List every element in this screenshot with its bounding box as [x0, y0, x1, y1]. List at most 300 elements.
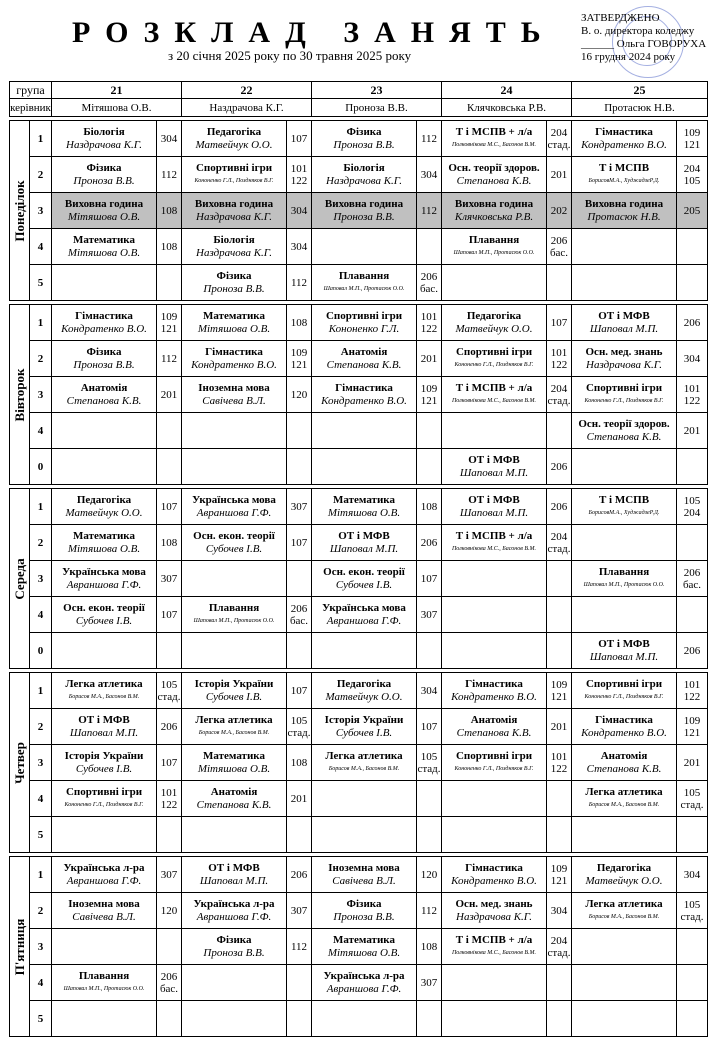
approval-line: 16 грудня 2024 року: [581, 51, 676, 63]
pair-row: [10, 817, 708, 853]
teacher-name: Мітяшова О.В.: [197, 322, 271, 335]
teacher-name: Наздрачова К.Г.: [326, 174, 402, 187]
subject-name: Виховна година: [194, 197, 274, 210]
subject-name: Т і МСПВ: [598, 493, 650, 506]
teacher-name: Авраншова Г.Ф.: [66, 578, 142, 591]
subject-name: Українська мова: [62, 565, 146, 578]
room-number: 101 122: [417, 305, 442, 341]
subject-name: Математика: [73, 233, 135, 246]
room-number: 107: [287, 673, 312, 709]
lesson-cell: [442, 857, 547, 893]
room-number: [677, 525, 708, 561]
lesson-cell: [52, 929, 157, 965]
lesson-cell: [442, 413, 547, 449]
subject-name: Плавання: [338, 269, 390, 282]
subject-name: ОТ і МФВ: [338, 529, 390, 542]
room-number: [547, 597, 572, 633]
curator-name: Проноза В.В.: [312, 99, 442, 117]
subject-name: Плавання: [78, 969, 130, 982]
day-name: Середа: [11, 557, 27, 600]
teacher-name: Степанова К.В.: [586, 430, 662, 443]
lesson-cell: [442, 489, 547, 525]
subject-name: Виховна година: [324, 197, 404, 210]
room-number: 105 204: [677, 489, 708, 525]
room-number: 112: [157, 157, 182, 193]
lesson-cell: [572, 781, 677, 817]
room-number: 307: [157, 857, 182, 893]
room-number: 107: [157, 489, 182, 525]
room-number: 120: [157, 893, 182, 929]
day-cell: [10, 489, 30, 669]
room-number: 304: [417, 157, 442, 193]
subject-name: Легка атлетика: [65, 677, 143, 690]
room-number: 109 121: [677, 121, 708, 157]
subject-name: Легка атлетика: [325, 749, 403, 762]
pair-number: 2: [30, 709, 52, 745]
subject-name: Спортивні ігри: [585, 677, 663, 690]
teacher-name: Субочев І.В.: [335, 726, 393, 739]
pair-number: 3: [30, 745, 52, 781]
room-number: [677, 1001, 708, 1037]
teacher-name: Кононенко Г.Л., Поздняков В.Г.: [584, 397, 664, 404]
lesson-cell: [182, 965, 287, 1001]
subject-name: Плавання: [598, 565, 650, 578]
subject-name: Фізика: [216, 269, 252, 282]
pair-row: [10, 673, 708, 709]
teacher-name: Протасюк Н.В.: [587, 210, 661, 223]
lesson-cell: [572, 377, 677, 413]
lesson-cell: [312, 193, 417, 229]
lesson-cell: [572, 857, 677, 893]
lesson-cell: [182, 781, 287, 817]
room-number: 105 стад.: [417, 745, 442, 781]
room-number: 108: [417, 929, 442, 965]
lesson-cell: [312, 377, 417, 413]
teacher-name: Мітяшова О.В.: [197, 762, 271, 775]
lesson-cell: [52, 817, 157, 853]
lesson-cell: [312, 857, 417, 893]
subject-name: Фізика: [86, 161, 122, 174]
subject-name: Історія України: [64, 749, 144, 762]
lesson-cell: [182, 857, 287, 893]
pair-row: [10, 413, 708, 449]
teacher-name: Борисов М.А., Басонов В.М.: [588, 913, 660, 920]
curator-header-row: [10, 99, 708, 117]
lesson-cell: [572, 1001, 677, 1037]
room-number: 107: [287, 121, 312, 157]
lesson-cell: [182, 413, 287, 449]
subject-name: Українська л-ра: [323, 969, 405, 982]
subject-name: ОТ і МФВ: [598, 637, 650, 650]
room-number: 204 стад.: [547, 929, 572, 965]
lesson-cell: [442, 673, 547, 709]
group-number: 21: [52, 82, 182, 99]
room-number: 206: [677, 305, 708, 341]
lesson-cell: [442, 817, 547, 853]
room-number: 201: [417, 341, 442, 377]
teacher-name: Кондратенко В.О.: [191, 358, 277, 371]
lesson-cell: [572, 597, 677, 633]
teacher-name: Кондратенко В.О.: [61, 322, 147, 335]
subject-name: Осн. теорії здоров.: [448, 161, 540, 174]
room-number: [287, 449, 312, 485]
lesson-cell: [442, 965, 547, 1001]
pair-number: 0: [30, 633, 52, 669]
group-number: 24: [442, 82, 572, 99]
room-number: 112: [417, 893, 442, 929]
teacher-name: Полковнікова М.С., Басонов В.М.: [451, 397, 537, 404]
lesson-cell: [572, 341, 677, 377]
lesson-cell: [182, 633, 287, 669]
pair-row: [10, 525, 708, 561]
subject-name: Плавання: [208, 601, 260, 614]
pair-number: 4: [30, 413, 52, 449]
teacher-name: Матвейчук О.О.: [325, 690, 403, 703]
room-number: 101 122: [677, 673, 708, 709]
teacher-name: Проноза В.В.: [203, 946, 265, 959]
subject-name: Спортивні ігри: [65, 785, 143, 798]
lesson-cell: [572, 709, 677, 745]
lesson-cell: [52, 597, 157, 633]
curator-name: Мітяшова О.В.: [52, 99, 182, 117]
lesson-cell: [52, 193, 157, 229]
pair-row: [10, 857, 708, 893]
subject-name: Математика: [203, 309, 265, 322]
room-number: [287, 561, 312, 597]
lesson-cell: [442, 449, 547, 485]
subject-name: Біологія: [213, 233, 255, 246]
pair-number: 2: [30, 157, 52, 193]
lesson-cell: [182, 817, 287, 853]
teacher-name: Кононенко Г.Л.: [328, 322, 400, 335]
subject-name: Анатомія: [340, 345, 388, 358]
room-number: [417, 817, 442, 853]
teacher-name: Авраншова Г.Ф.: [326, 614, 402, 627]
lesson-cell: [312, 489, 417, 525]
room-number: [677, 965, 708, 1001]
subject-name: Математика: [73, 529, 135, 542]
room-number: [677, 597, 708, 633]
pair-number: 1: [30, 857, 52, 893]
lesson-cell: [52, 265, 157, 301]
teacher-name: Проноза В.В.: [73, 358, 135, 371]
subject-name: Іноземна мова: [328, 861, 400, 874]
teacher-name: Степанова К.В.: [456, 174, 532, 187]
teacher-name: Наздрачова К.Г.: [456, 910, 532, 923]
approval-block: [581, 12, 706, 64]
teacher-name: Кононенко Г.Л., Поздняков В.Г.: [454, 765, 534, 772]
teacher-name: Наздрачова К.Г.: [586, 358, 662, 371]
lesson-cell: [312, 817, 417, 853]
curator-name: Клячковська Р.В.: [442, 99, 572, 117]
subject-name: ОТ і МФВ: [468, 453, 520, 466]
room-number: 109 121: [547, 857, 572, 893]
pair-number: 4: [30, 229, 52, 265]
room-number: [547, 817, 572, 853]
pair-row: [10, 229, 708, 265]
subject-name: Фізика: [216, 933, 252, 946]
subject-name: Гімнастика: [465, 677, 523, 690]
day-name: Вівторок: [11, 368, 27, 421]
subject-name: Українська мова: [192, 493, 276, 506]
lesson-cell: [182, 929, 287, 965]
lesson-cell: [182, 673, 287, 709]
subject-name: Фізика: [86, 345, 122, 358]
day-name: Четвер: [11, 741, 27, 784]
teacher-name: Шаповал М.П., Протасюк О.О.: [63, 985, 145, 992]
subject-name: ОТ і МФВ: [468, 493, 520, 506]
approval-line: ЗАТВЕРДЖЕНО: [581, 12, 660, 24]
day-cell: [10, 673, 30, 853]
room-number: [157, 929, 182, 965]
pair-number: 3: [30, 377, 52, 413]
lesson-cell: [52, 673, 157, 709]
pair-number: 1: [30, 121, 52, 157]
room-number: 107: [547, 305, 572, 341]
lesson-cell: [442, 341, 547, 377]
room-number: 204 стад.: [547, 121, 572, 157]
room-number: 112: [157, 341, 182, 377]
subject-name: Осн. теорії здоров.: [578, 417, 670, 430]
lesson-cell: [52, 121, 157, 157]
lesson-cell: [442, 265, 547, 301]
subject-name: Українська л-ра: [193, 897, 275, 910]
teacher-name: Проноза В.В.: [73, 174, 135, 187]
page-title: РОЗКЛАД ЗАНЯТЬ: [72, 16, 556, 49]
teacher-name: Авраншова Г.Ф.: [326, 982, 402, 995]
lesson-cell: [182, 193, 287, 229]
lesson-cell: [442, 1001, 547, 1037]
teacher-name: Проноза В.В.: [203, 282, 265, 295]
subject-name: Біологія: [343, 161, 385, 174]
room-number: [547, 413, 572, 449]
teacher-name: Проноза В.В.: [333, 210, 395, 223]
room-number: 109 121: [287, 341, 312, 377]
room-number: 105 стад.: [287, 709, 312, 745]
pair-number: 5: [30, 1001, 52, 1037]
group-header-row: [10, 82, 708, 99]
pair-number: 4: [30, 597, 52, 633]
day-name: П'ятниця: [11, 918, 27, 975]
pair-row: [10, 449, 708, 485]
lesson-cell: [52, 893, 157, 929]
room-number: 112: [417, 121, 442, 157]
room-number: 120: [417, 857, 442, 893]
lesson-cell: [442, 193, 547, 229]
subject-name: Педагогіка: [336, 677, 392, 690]
room-number: 304: [547, 893, 572, 929]
teacher-name: Матвейчук О.О.: [455, 322, 533, 335]
lesson-cell: [182, 265, 287, 301]
lesson-cell: [572, 305, 677, 341]
room-number: 105 стад.: [677, 781, 708, 817]
room-number: [547, 965, 572, 1001]
subject-name: Гімнастика: [205, 345, 263, 358]
subject-name: Легка атлетика: [585, 897, 663, 910]
room-number: [157, 1001, 182, 1037]
lesson-cell: [312, 265, 417, 301]
day-name: Понеділок: [11, 179, 27, 242]
teacher-name: Шаповал М.П.: [459, 466, 529, 479]
room-number: 206: [417, 525, 442, 561]
curator-name: Протасюк Н.В.: [572, 99, 708, 117]
lesson-cell: [572, 265, 677, 301]
room-number: 206: [287, 857, 312, 893]
lesson-cell: [182, 377, 287, 413]
lesson-cell: [442, 561, 547, 597]
teacher-name: Борисов М.А., Басонов В.М.: [588, 801, 660, 808]
subject-name: Анатомія: [210, 785, 258, 798]
room-number: 304: [157, 121, 182, 157]
teacher-name: Савічева В.Л.: [72, 910, 136, 923]
lesson-cell: [52, 561, 157, 597]
approval-line: ______ Ольга ГОВОРУХА: [581, 38, 707, 50]
subject-name: Осн. мед. знань: [455, 897, 533, 910]
subject-name: Анатомія: [470, 713, 518, 726]
lesson-cell: [442, 377, 547, 413]
room-number: 101 122: [287, 157, 312, 193]
room-number: 105 стад.: [677, 893, 708, 929]
subject-name: Гімнастика: [335, 381, 393, 394]
lesson-cell: [52, 377, 157, 413]
lesson-cell: [442, 893, 547, 929]
room-number: [417, 413, 442, 449]
teacher-name: Полковнікова М.С., Басонов В.М.: [451, 545, 537, 552]
subject-name: Іноземна мова: [198, 381, 270, 394]
lesson-cell: [572, 413, 677, 449]
teacher-name: Авраншова Г.Ф.: [196, 506, 272, 519]
lesson-cell: [572, 673, 677, 709]
lesson-cell: [312, 305, 417, 341]
teacher-name: Мітяшова О.В.: [327, 946, 401, 959]
lesson-cell: [572, 929, 677, 965]
teacher-name: Степанова К.В.: [456, 726, 532, 739]
lesson-cell: [572, 745, 677, 781]
pair-number: 3: [30, 193, 52, 229]
room-number: [547, 561, 572, 597]
pair-row: [10, 597, 708, 633]
lesson-cell: [312, 781, 417, 817]
lesson-cell: [442, 709, 547, 745]
lesson-cell: [52, 157, 157, 193]
room-number: [287, 1001, 312, 1037]
schedule-period: з 20 січня 2025 року по 30 травня 2025 року: [168, 48, 412, 63]
room-number: 201: [677, 413, 708, 449]
pair-row: [10, 121, 708, 157]
subject-name: Виховна година: [454, 197, 534, 210]
pair-number: 5: [30, 817, 52, 853]
lesson-cell: [312, 1001, 417, 1037]
subject-name: Математика: [333, 493, 395, 506]
teacher-name: Борисов М.А., Басонов В.М.: [68, 693, 140, 700]
room-number: 108: [287, 745, 312, 781]
room-number: 108: [157, 229, 182, 265]
lesson-cell: [52, 781, 157, 817]
lesson-cell: [312, 745, 417, 781]
lesson-cell: [182, 229, 287, 265]
room-number: 304: [677, 857, 708, 893]
lesson-cell: [312, 561, 417, 597]
lesson-cell: [182, 525, 287, 561]
room-number: 105 стад.: [157, 673, 182, 709]
teacher-name: Борисов М.А., Басонов В.М.: [198, 729, 270, 736]
subject-name: Анатомія: [80, 381, 128, 394]
pair-number: 2: [30, 893, 52, 929]
room-number: [287, 965, 312, 1001]
room-number: [287, 817, 312, 853]
room-number: 204 105: [677, 157, 708, 193]
pair-row: [10, 893, 708, 929]
teacher-name: Кондратенко В.О.: [581, 726, 667, 739]
pair-number: 5: [30, 265, 52, 301]
teacher-name: Субочев І.В.: [335, 578, 393, 591]
teacher-name: Кононенко Г.Л., Поздняков В.Г.: [454, 361, 534, 368]
room-number: [417, 633, 442, 669]
teacher-name: Степанова К.В.: [586, 762, 662, 775]
pair-number: 0: [30, 449, 52, 485]
room-number: 206: [157, 709, 182, 745]
subject-name: Спортивні ігри: [455, 749, 533, 762]
room-number: 206 бас.: [157, 965, 182, 1001]
teacher-name: Кононенко Г.Л., Поздняков В.Г.: [584, 693, 664, 700]
room-number: [417, 229, 442, 265]
room-number: 107: [287, 525, 312, 561]
group-number: 23: [312, 82, 442, 99]
room-number: 307: [417, 597, 442, 633]
lesson-cell: [572, 525, 677, 561]
teacher-name: Кондратенко В.О.: [451, 690, 537, 703]
pair-row: [10, 965, 708, 1001]
subject-name: Математика: [203, 749, 265, 762]
teacher-name: Шаповал М.П.: [329, 542, 399, 555]
room-number: [287, 413, 312, 449]
pair-row: [10, 929, 708, 965]
room-number: 307: [157, 561, 182, 597]
subject-name: Спортивні ігри: [325, 309, 403, 322]
lesson-cell: [312, 673, 417, 709]
subject-name: Гімнастика: [595, 125, 653, 138]
room-number: [547, 265, 572, 301]
room-number: 101 122: [547, 745, 572, 781]
teacher-name: Шаповал М.П., Протасюк О.О.: [193, 617, 275, 624]
pair-row: [10, 745, 708, 781]
teacher-name: Кондратенко В.О.: [321, 394, 407, 407]
lesson-cell: [182, 745, 287, 781]
lesson-cell: [572, 121, 677, 157]
lesson-cell: [312, 525, 417, 561]
room-number: [547, 633, 572, 669]
room-number: [547, 1001, 572, 1037]
teacher-name: Кононенко Г.Л., Поздняков В.Г.: [194, 177, 274, 184]
lesson-cell: [442, 929, 547, 965]
lesson-cell: [312, 709, 417, 745]
subject-name: ОТ і МФВ: [598, 309, 650, 322]
lesson-cell: [52, 965, 157, 1001]
room-number: 206 бас.: [417, 265, 442, 301]
subject-name: Гімнастика: [465, 861, 523, 874]
teacher-name: Субочев І.В.: [205, 542, 263, 555]
day-cell: [10, 305, 30, 485]
teacher-name: Кондратенко В.О.: [451, 874, 537, 887]
room-number: 108: [157, 193, 182, 229]
curator-label: керівник: [10, 99, 52, 117]
room-number: 108: [287, 305, 312, 341]
room-number: 108: [157, 525, 182, 561]
room-number: [157, 633, 182, 669]
room-number: 206 бас.: [547, 229, 572, 265]
teacher-name: Субочев І.В.: [75, 614, 133, 627]
room-number: 107: [157, 745, 182, 781]
